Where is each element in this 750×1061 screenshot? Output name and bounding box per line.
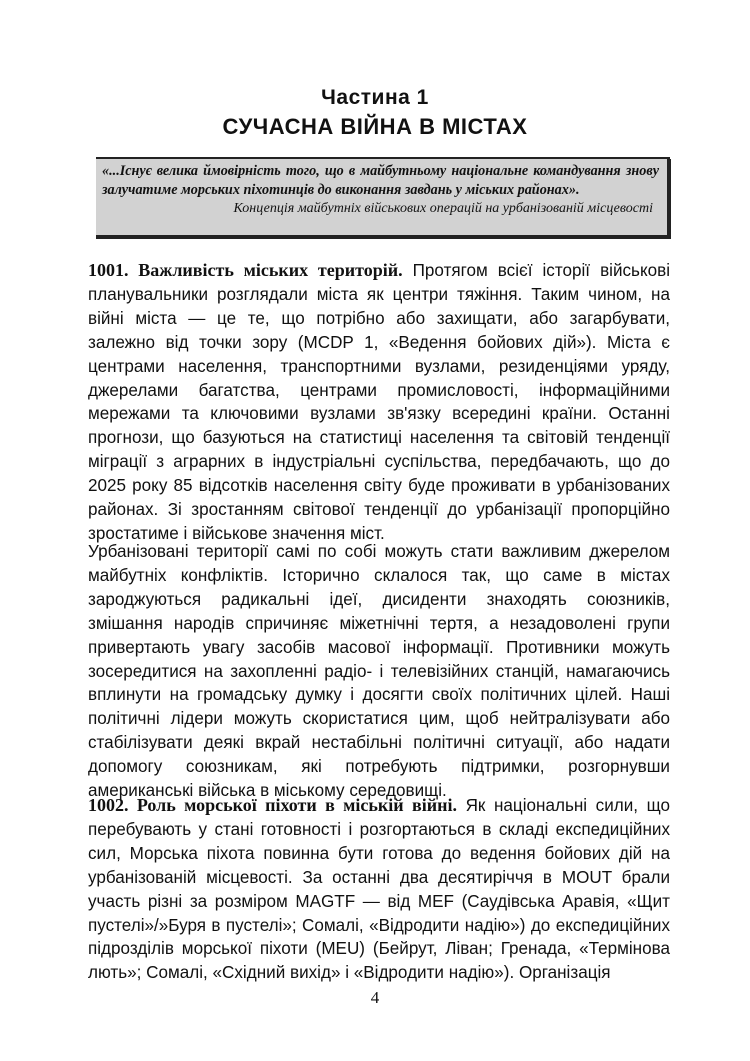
chapter-label: Частина 1: [321, 86, 429, 109]
epigraph-quote: «...Існує велика ймовірність того, що в майбутньому національне командування знову залучатиме морських піхотинців до виконання завдань у міських районах».: [102, 163, 659, 198]
epigraph-source: Концепція майбутніх військових операцій на урбанізованій місцевості: [233, 201, 653, 216]
paragraph-text: Як національні сили, що перебувають у стані готовності і розгортаються в складі експедиційних сил, Морська піхота повинна бути готова до ведення бойових дій на урбанізованій місцевості. За останні два десятиріччя в MOUT брали участь різні за розміром MAGTF — від MEF (Саудівська Аравія, «Щит пустелі»/»Буря в пустелі»; Сомалі, «Відродити надію») до експедиційних підрозділів морської піхоти (MEU) (Бейрут, Ліван; Гренада, «Термінова лють»; Сомалі, «Східний вихід» і «Відродити надію»). Організація: [88, 796, 670, 983]
section-heading-1002: 1002. Роль морської піхоти в міській війні.: [88, 795, 457, 815]
paragraph-1002: [88, 794, 670, 985]
chapter-title: СУЧАСНА ВІЙНА В МІСТАХ: [222, 114, 528, 139]
section-heading-1001: 1001. Важливість міських територій.: [88, 260, 403, 280]
paragraph-urban-conflicts: [88, 540, 670, 803]
epigraph-box: [96, 157, 670, 239]
paragraph-1001: [88, 259, 670, 546]
paragraph-text: Урбанізовані території самі по собі можуть стати важливим джерелом майбутніх конфліктів. Історично склалося так, що саме в містах зароджуються радикальні ідеї, дисиденти знаходять союзників, змішання народів спричиняє міжетнічні тертя, а незадоволені групи привертають увагу засобів масової інформації. Противники можуть зосередитися на захопленні радіо- і телевізійних станцій, намагаючись вплинути на громадську думку і досягти своїх політичних цілей. Наші політичні лідери можуть скористатися цим, щоб нейтралізувати або стабілізувати деякі вкрай нестабільні політичні ситуації, або надати допомогу союзникам, які потребують підтримки, розгорнувши американські війська в міському середовищі.: [88, 542, 670, 801]
paragraph-text: Протягом всієї історії військові планувальники розглядали міста як центри тяжіння. Таким чином, на війні міста — це те, що потрібно або захищати, або загарбувати, залежно від точки зору (MCDP 1, «Ведення бойових дій»). Міста є центрами населення, транспортними вузлами, резиденціями уряду, джерелами багатства, центрами промисловості, інформаційними мережами та ключовими вузлами зв'язку всередині країни. Останні прогнози, що базуються на статистиці населення та світовій тенденції міграції з аграрних в індустріальні суспільства, передбачають, що до 2025 року 85 відсотків населення світу буде проживати в урбанізованих районах. Зі зростанням світової тенденції до урбанізації пропорційно зростатиме і військове значення міст.: [88, 261, 671, 543]
epigraph-frame: [96, 159, 671, 239]
page-number: 4: [370, 988, 380, 1007]
